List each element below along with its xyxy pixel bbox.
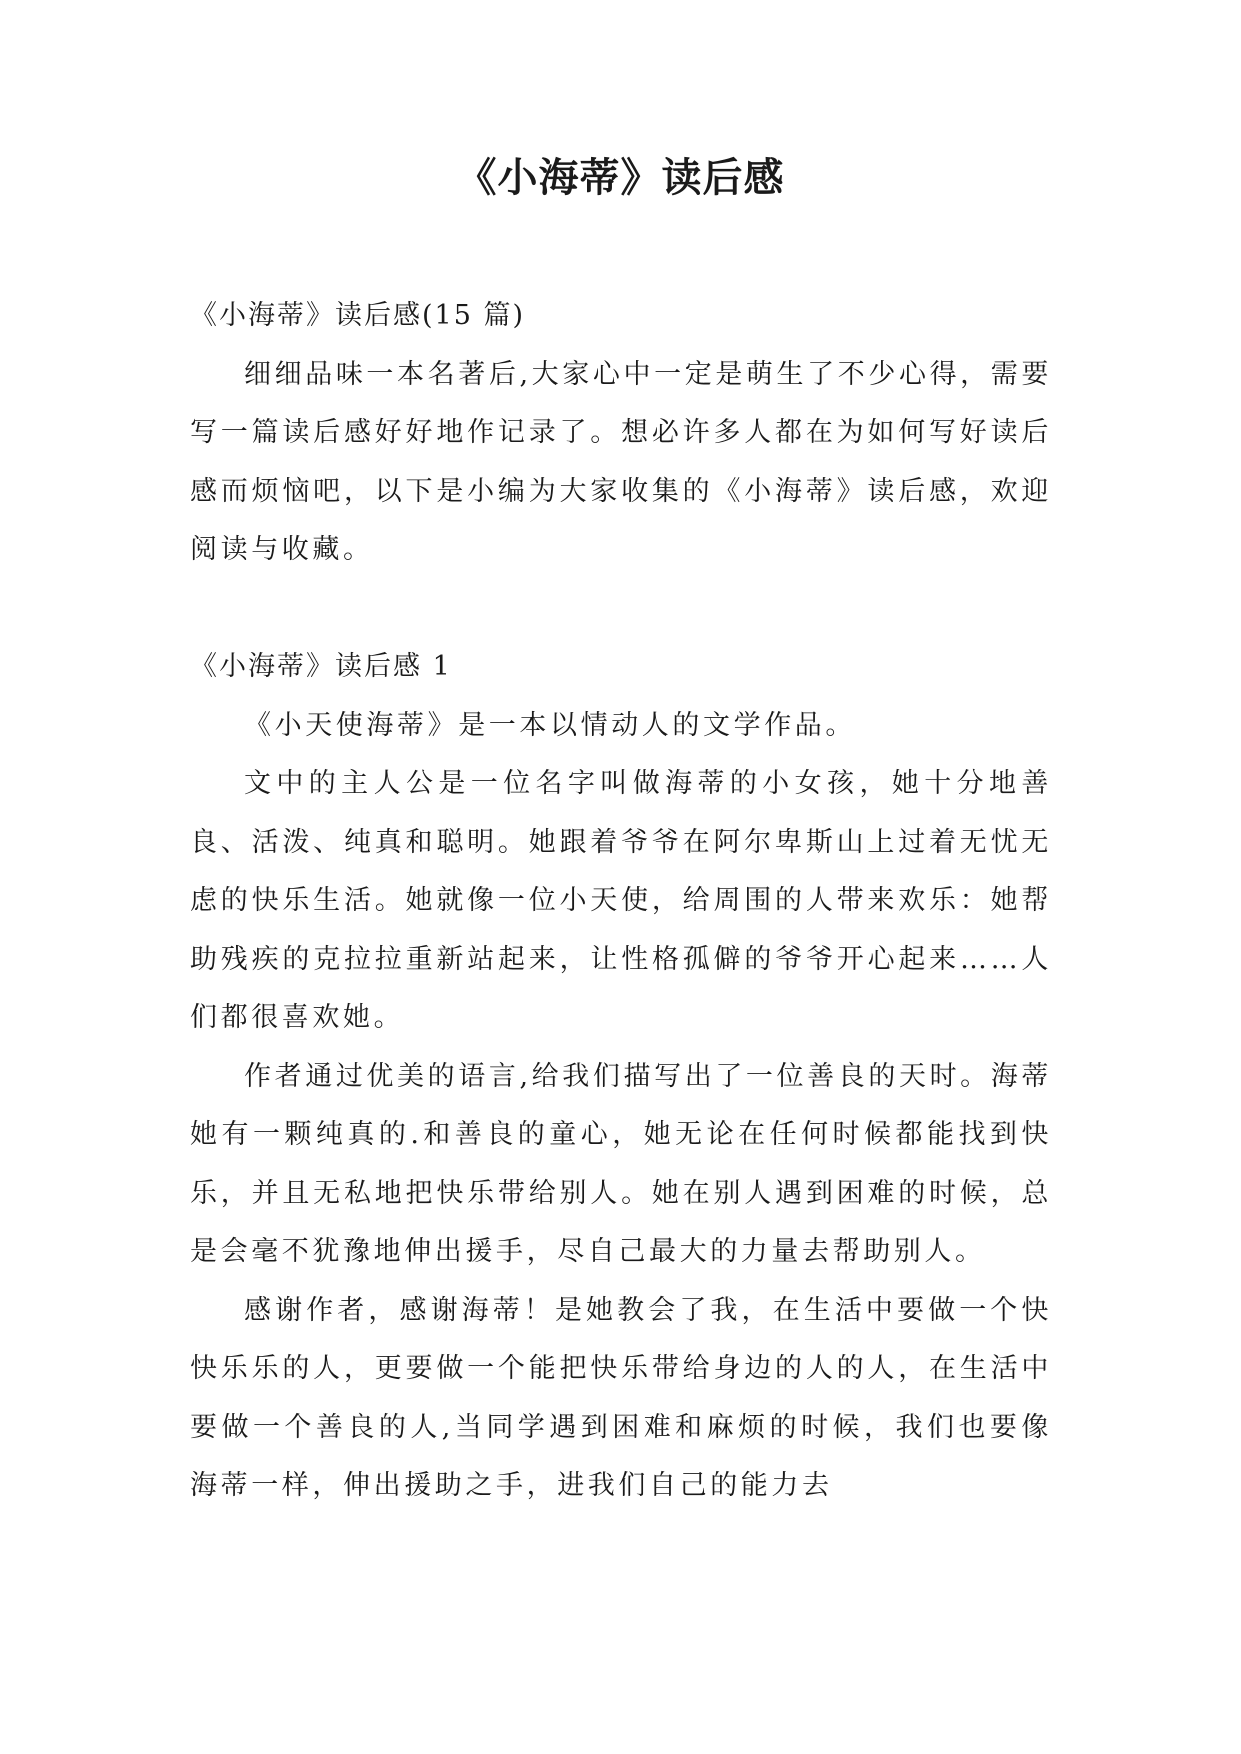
section-spacer bbox=[190, 580, 1052, 639]
intro-heading: 《小海蒂》读后感(15 篇) bbox=[190, 300, 526, 331]
intro-paragraph: 细细品味一本名著后,大家心中一定是萌生了不少心得，需要写一篇读后感好好地作记录了。想必许多人都在为如何写好读后感而烦恼吧，以下是小编为大家收集的《小海蒂》读后感，欢迎阅读与收藏。 bbox=[190, 358, 1052, 565]
document-body bbox=[190, 287, 1052, 1516]
essay-paragraph: 文中的主人公是一位名字叫做海蒂的小女孩，她十分地善良、活泼、纯真和聪明。她跟着爷爷在阿尔卑斯山上过着无忧无虑的快乐生活。她就像一位小天使，给周围的人带来欢乐：她帮助残疾的克拉拉重新站起来，让性格孤僻的爷爷开心起来……人们都很喜欢她。 bbox=[190, 768, 1052, 1033]
essay-heading: 《小海蒂》读后感 1 bbox=[190, 651, 452, 682]
essay-paragraph: 感谢作者，感谢海蒂！是她教会了我，在生活中要做一个快快乐乐的人，更要做一个能把快乐带给身边的人的人，在生活中要做一个善良的人,当同学遇到困难和麻烦的时候，我们也要像海蒂一样，伸出援助之手，进我们自己的能力去 bbox=[190, 1294, 1052, 1501]
document-title: 《小海蒂》读后感 bbox=[456, 155, 785, 201]
essay-paragraph: 作者通过优美的语言,给我们描写出了一位善良的天时。海蒂她有一颗纯真的.和善良的童心，她无论在任何时候都能找到快乐，并且无私地把快乐带给别人。她在别人遇到困难的时候，总是会毫不犹豫地伸出援手，尽自己最大的力量去帮助别人。 bbox=[190, 1060, 1052, 1267]
essay-paragraph: 《小天使海蒂》是一本以情动人的文学作品。 bbox=[244, 709, 856, 741]
